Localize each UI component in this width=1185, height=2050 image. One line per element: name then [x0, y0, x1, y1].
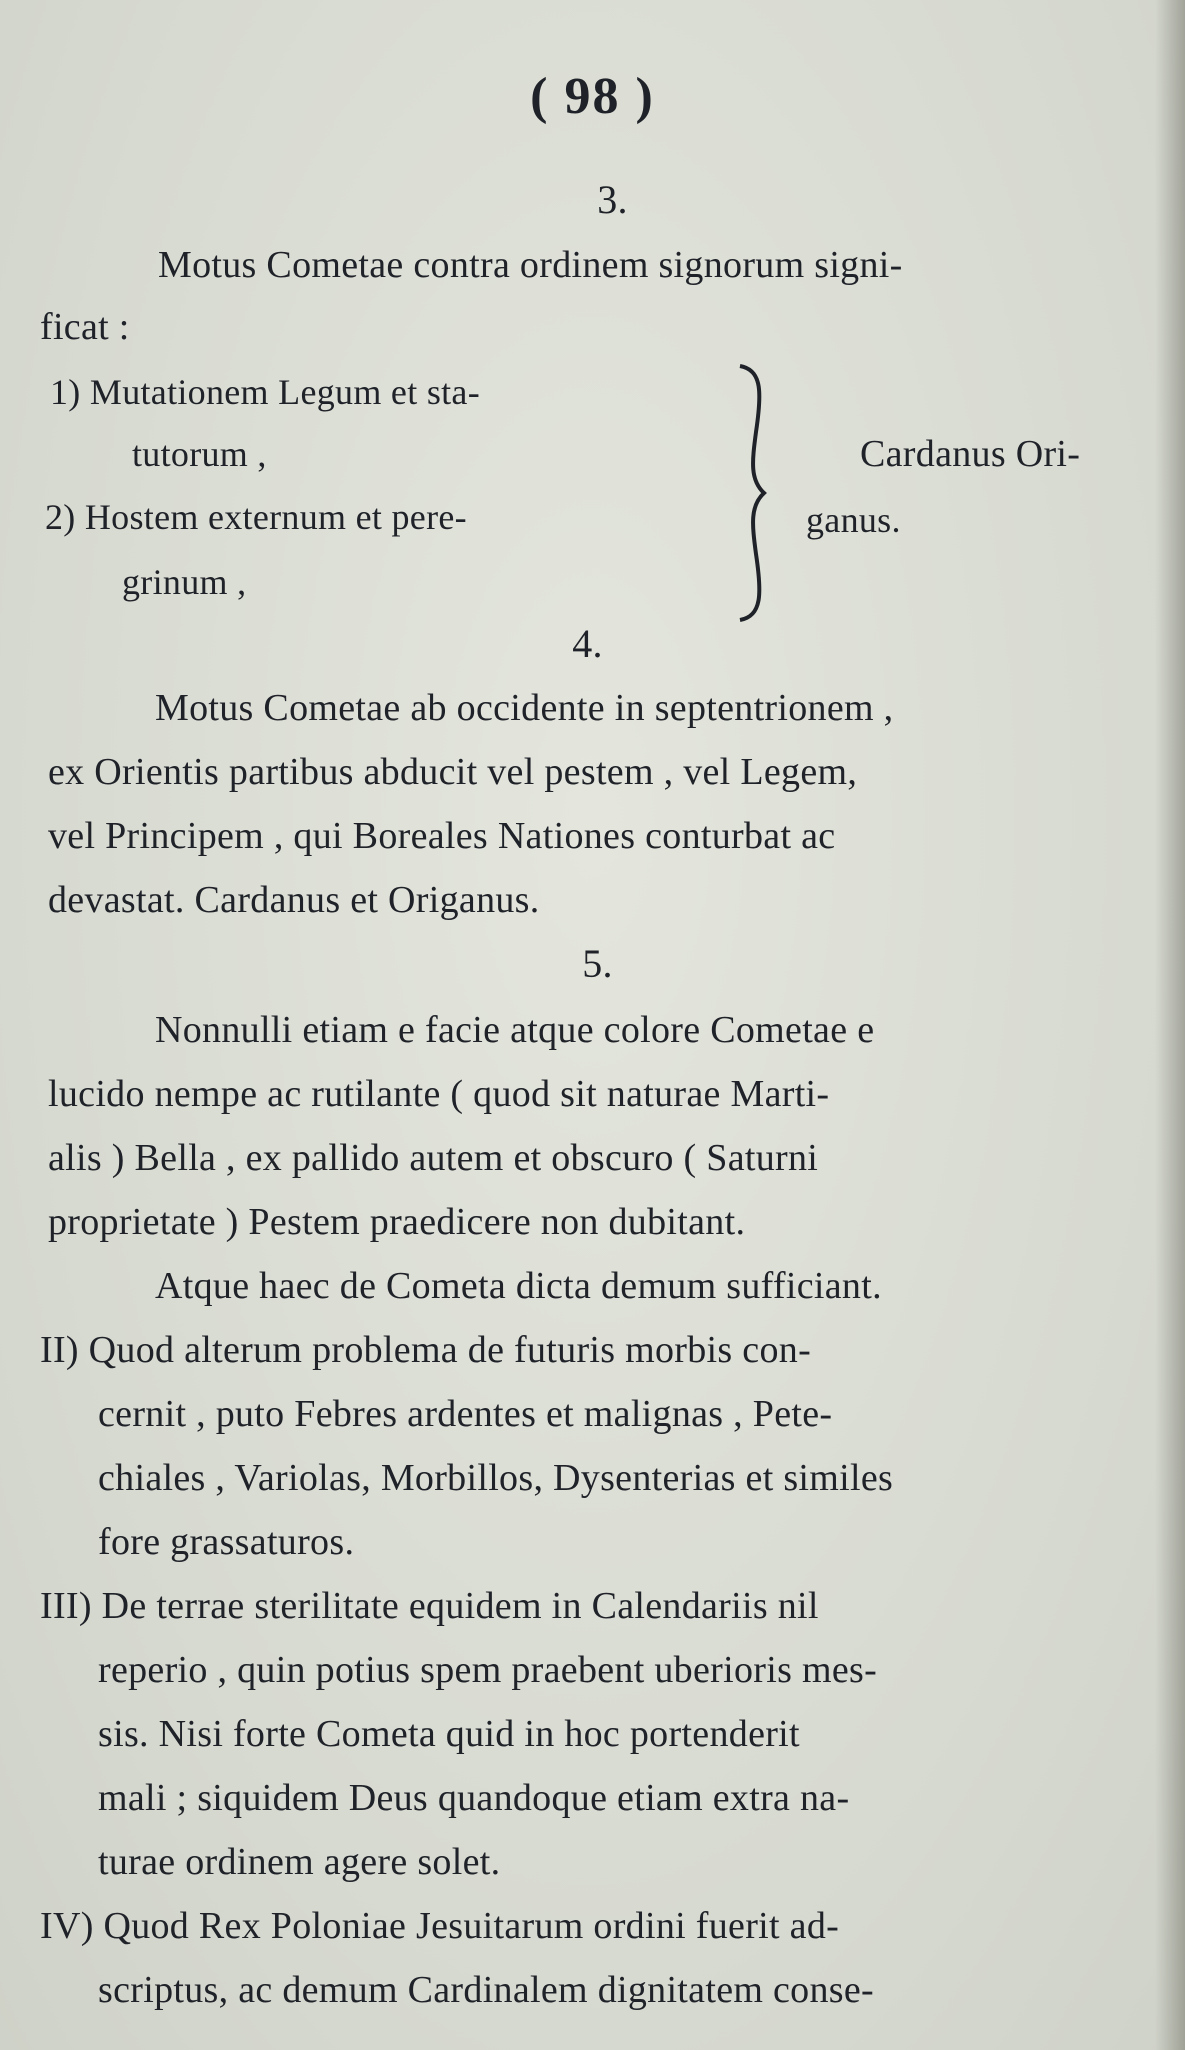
section-III-line-5: turae ordinem agere solet. [98, 1841, 501, 1883]
section-3-attribution-line-2: ganus. [806, 500, 901, 540]
section-3-item-1-line-2: tutorum , [132, 434, 267, 474]
section-II-line-2: cernit , puto Febres ardentes et malignas , Pete- [98, 1393, 833, 1435]
section-4-line-1: Motus Cometae ab occidente in septentrionem , [155, 687, 894, 729]
section-5-line-3: alis ) Bella , ex pallido autem et obscuro ( Saturni [48, 1137, 819, 1179]
section-3-attribution-line-1: Cardanus Ori- [860, 433, 1081, 475]
section-3-item-1-line-1: 1) Mutationem Legum et sta- [50, 372, 480, 412]
section-number-3: 3. [597, 177, 628, 222]
section-3-line-2: ficat : [40, 306, 130, 348]
section-number-4: 4. [572, 621, 603, 666]
section-4-line-2: ex Orientis partibus abducit vel pestem , vel Legem, [48, 751, 858, 793]
section-III-line-4: mali ; siquidem Deus quandoque etiam extra na- [98, 1777, 850, 1819]
section-3-item-2-line-1: 2) Hostem externum et pere- [45, 497, 467, 537]
section-3-item-2-line-2: grinum , [122, 562, 247, 602]
section-5-line-1: Nonnulli etiam e facie atque colore Cometae e [155, 1009, 875, 1051]
section-IV-line-1: IV) Quod Rex Poloniae Jesuitarum ordini fuerit ad- [40, 1905, 840, 1947]
curly-brace-icon [722, 362, 782, 624]
section-IV-line-2: scriptus, ac demum Cardinalem dignitatem conse- [98, 1969, 874, 2011]
page-edge-shadow [1155, 0, 1185, 2050]
section-III-line-2: reperio , quin potius spem praebent uberioris mes- [98, 1649, 878, 1691]
section-III-line-1: III) De terrae sterilitate equidem in Calendariis nil [40, 1585, 819, 1627]
section-4-line-4: devastat. Cardanus et Origanus. [48, 879, 540, 921]
section-II-line-4: fore grassaturos. [98, 1521, 355, 1563]
section-5-line-4: proprietate ) Pestem praedicere non dubitant. [48, 1201, 746, 1243]
page-number: ( 98 ) [530, 68, 655, 125]
section-4-line-3: vel Principem , qui Boreales Nationes conturbat ac [48, 815, 836, 857]
section-III-line-3: sis. Nisi forte Cometa quid in hoc portenderit [98, 1713, 800, 1755]
section-number-5: 5. [582, 941, 613, 986]
section-3-line-1: Motus Cometae contra ordinem signorum signi- [158, 244, 903, 286]
section-5-line-2: lucido nempe ac rutilante ( quod sit naturae Marti- [48, 1073, 830, 1115]
section-II-line-1: II) Quod alterum problema de futuris morbis con- [40, 1329, 812, 1371]
section-5-line-5: Atque haec de Cometa dicta demum sufficiant. [155, 1265, 882, 1307]
section-II-line-3: chiales , Variolas, Morbillos, Dysenterias et similes [98, 1457, 894, 1499]
